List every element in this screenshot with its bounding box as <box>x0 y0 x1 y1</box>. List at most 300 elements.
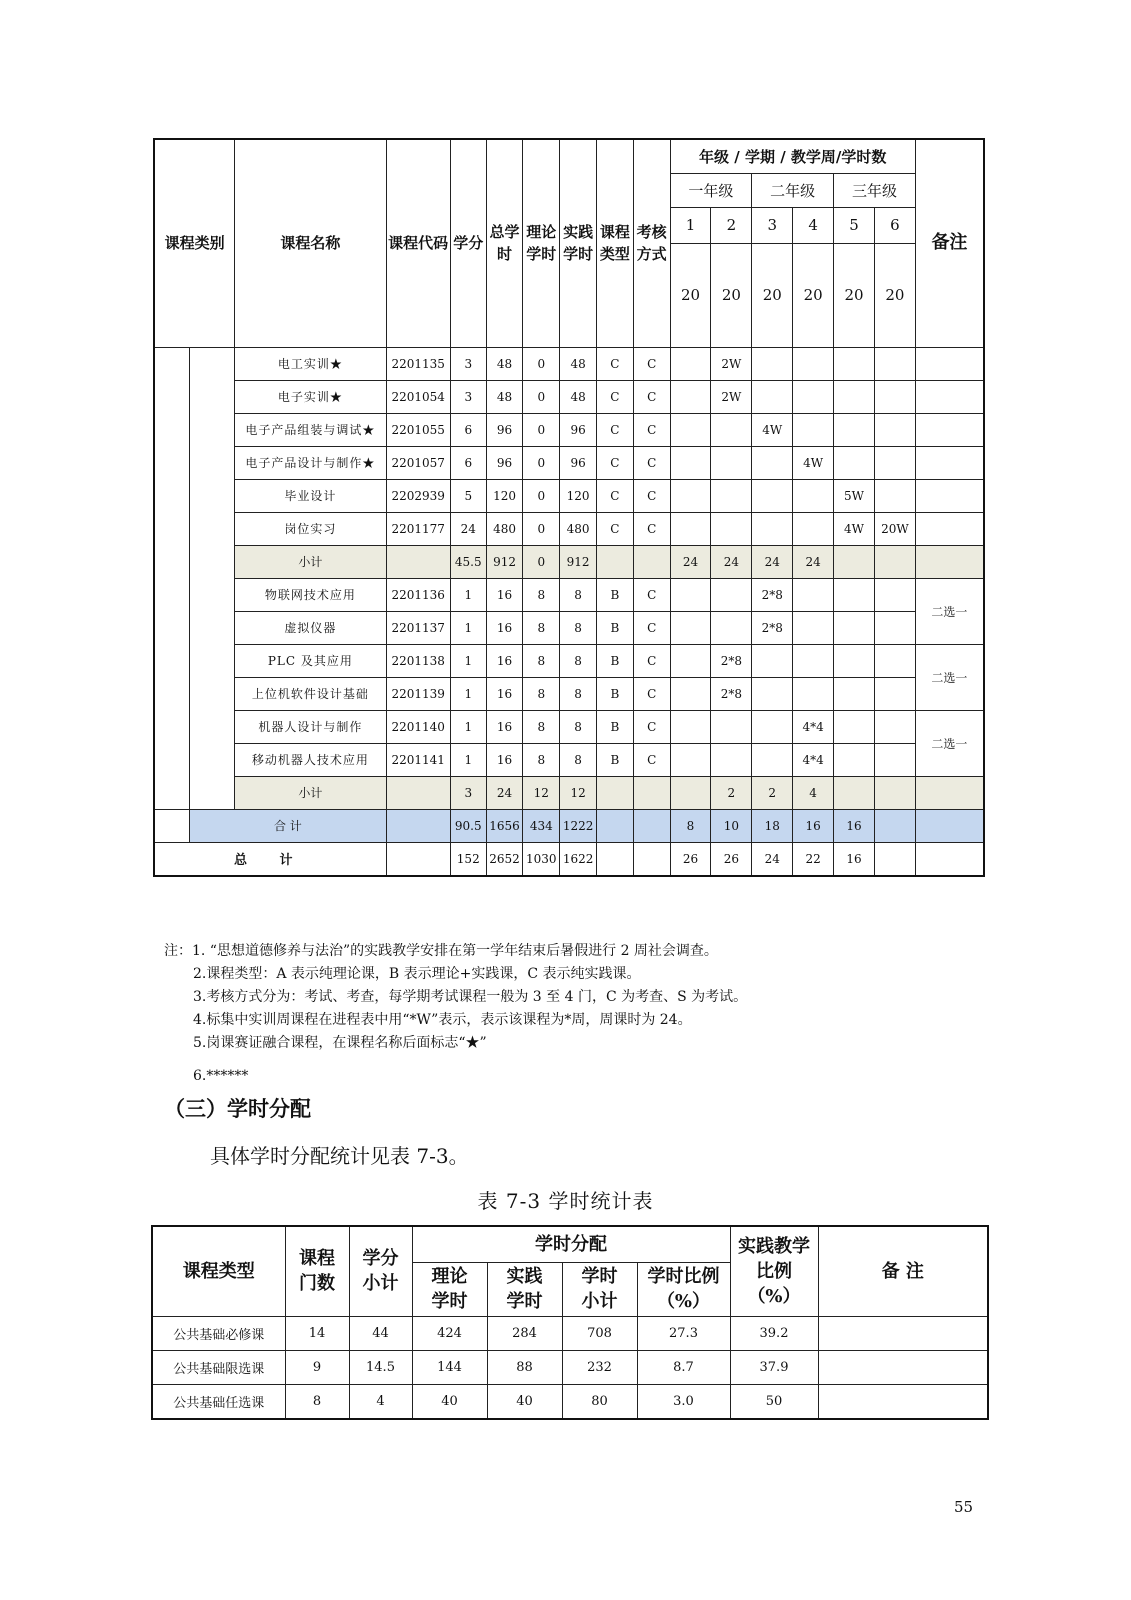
course-credit: 1 <box>450 710 486 743</box>
category-cell <box>190 611 235 644</box>
header-grade-2: 二年级 <box>752 173 834 207</box>
table-caption: 表 7-3 学时统计表 <box>477 1189 654 1213</box>
course-total: 16 <box>486 743 523 776</box>
course-code: 2201136 <box>386 578 450 611</box>
course-practice: 8 <box>560 578 597 611</box>
semester-cell <box>834 776 875 809</box>
category-cell <box>190 776 235 809</box>
course-theory: 8 <box>523 677 560 710</box>
category-cell <box>190 578 235 611</box>
course-name: 移动机器人技术应用 <box>235 743 386 776</box>
header-theory-hours: 理论学时 <box>523 139 560 347</box>
t2-header-remark: 备 注 <box>818 1226 988 1316</box>
course-theory: 0 <box>523 512 560 545</box>
t2-header-ratio: 学时比例（%） <box>637 1262 730 1316</box>
semester-cell <box>874 611 915 644</box>
category-cell <box>154 479 190 512</box>
type-cell <box>596 545 633 578</box>
remark-cell <box>915 479 984 512</box>
course-schedule-table <box>153 138 985 877</box>
header-weeks: 20 <box>793 243 834 347</box>
header-weeks: 20 <box>670 243 711 347</box>
total-label: 合 计 <box>190 809 386 842</box>
semester-cell <box>834 710 875 743</box>
course-type: C <box>596 380 633 413</box>
semester-cell <box>834 545 875 578</box>
semester-cell <box>670 644 711 677</box>
course-total: 480 <box>486 512 523 545</box>
course-credit: 1 <box>450 578 486 611</box>
semester-cell: 2W <box>711 347 752 380</box>
course-total: 48 <box>486 380 523 413</box>
semester-cell: 4W <box>834 512 875 545</box>
semester-cell <box>793 347 834 380</box>
semester-cell <box>793 413 834 446</box>
subtotal-row <box>154 809 984 842</box>
course-assess: C <box>633 578 670 611</box>
course-practice: 8 <box>560 677 597 710</box>
category-cell <box>154 611 190 644</box>
semester-cell <box>670 446 711 479</box>
category-cell <box>190 479 235 512</box>
course-name: 虚拟仪器 <box>235 611 386 644</box>
cell-type: 公共基础任选课 <box>152 1384 285 1419</box>
semester-cell <box>711 512 752 545</box>
category-cell <box>154 446 190 479</box>
semester-cell: 24 <box>793 545 834 578</box>
course-code: 2201141 <box>386 743 450 776</box>
page-number: 55 <box>954 1498 974 1516</box>
category-cell <box>154 677 190 710</box>
course-name: 电子产品设计与制作★ <box>235 446 386 479</box>
course-credit: 1 <box>450 644 486 677</box>
remark-cell <box>915 842 984 876</box>
course-type: C <box>596 446 633 479</box>
cell-theory: 40 <box>412 1384 487 1419</box>
remark-cell <box>915 809 984 842</box>
total-theory: 12 <box>523 776 560 809</box>
course-code: 2201177 <box>386 512 450 545</box>
semester-cell <box>711 446 752 479</box>
course-code: 2201135 <box>386 347 450 380</box>
course-name: 电子产品组装与调试★ <box>235 413 386 446</box>
course-credit: 3 <box>450 347 486 380</box>
semester-cell: 16 <box>834 809 875 842</box>
remark-cell <box>915 545 984 578</box>
category-cell <box>154 347 190 380</box>
notes <box>164 940 747 1088</box>
semester-cell <box>752 743 793 776</box>
cell-practice-ratio: 39.2 <box>730 1316 818 1350</box>
t2-header-theory: 理论学时 <box>412 1262 487 1316</box>
table-row <box>154 743 984 776</box>
semester-cell <box>793 578 834 611</box>
total-practice: 912 <box>560 545 597 578</box>
grand-total-row <box>154 842 984 876</box>
semester-cell <box>670 776 711 809</box>
semester-cell <box>834 446 875 479</box>
semester-cell <box>670 578 711 611</box>
semester-cell <box>834 677 875 710</box>
header-assessment: 考核方式 <box>633 139 670 347</box>
course-total: 16 <box>486 611 523 644</box>
table-row <box>152 1316 988 1350</box>
course-theory: 8 <box>523 578 560 611</box>
category-cell <box>190 380 235 413</box>
semester-cell <box>793 512 834 545</box>
course-practice: 8 <box>560 743 597 776</box>
semester-cell <box>752 479 793 512</box>
subtotal-label: 小计 <box>235 776 386 809</box>
course-name: 电子实训★ <box>235 380 386 413</box>
semester-cell: 5W <box>834 479 875 512</box>
header-remark: 备注 <box>915 139 984 347</box>
total-credit: 3 <box>450 776 486 809</box>
course-practice: 8 <box>560 710 597 743</box>
course-code: 2201139 <box>386 677 450 710</box>
semester-cell: 2 <box>752 776 793 809</box>
table-row <box>154 644 984 677</box>
course-assess: C <box>633 479 670 512</box>
semester-cell: 2*8 <box>752 611 793 644</box>
table-row <box>154 413 984 446</box>
note-5: 5.岗课赛证融合课程，在课程名称后面标志“★” <box>193 1035 487 1051</box>
semester-cell: 10 <box>711 809 752 842</box>
subtotal-label: 小计 <box>235 545 386 578</box>
semester-cell <box>793 644 834 677</box>
cell-ratio: 3.0 <box>637 1384 730 1419</box>
semester-cell <box>874 446 915 479</box>
header-grade-1: 一年级 <box>670 173 752 207</box>
grand-practice: 1622 <box>560 842 597 876</box>
course-type: C <box>596 479 633 512</box>
course-type: B <box>596 743 633 776</box>
category-cell <box>154 380 190 413</box>
elective-remark: 二选一 <box>915 710 984 776</box>
course-name: 电工实训★ <box>235 347 386 380</box>
semester-cell: 4*4 <box>793 743 834 776</box>
cell-count: 8 <box>285 1384 349 1419</box>
t2-header-count: 课程门数 <box>285 1226 349 1316</box>
t2-header-allocation: 学时分配 <box>412 1226 730 1262</box>
code-cell <box>386 776 450 809</box>
course-credit: 1 <box>450 743 486 776</box>
cell-type: 公共基础限选课 <box>152 1350 285 1384</box>
semester-cell: 4W <box>752 413 793 446</box>
course-type: C <box>596 347 633 380</box>
semester-cell <box>752 677 793 710</box>
semester-cell <box>834 578 875 611</box>
semester-cell: 24 <box>752 842 793 876</box>
cell-ratio: 27.3 <box>637 1316 730 1350</box>
header-grade-semester: 年级 / 学期 / 教学周/学时数 <box>670 139 915 173</box>
semester-cell: 2 <box>711 776 752 809</box>
cell-practice: 40 <box>487 1384 562 1419</box>
semester-cell <box>874 413 915 446</box>
semester-cell: 2*8 <box>752 578 793 611</box>
course-code: 2201055 <box>386 413 450 446</box>
semester-cell <box>874 776 915 809</box>
category-cell <box>190 446 235 479</box>
total-practice: 1222 <box>560 809 597 842</box>
semester-cell: 4W <box>793 446 834 479</box>
semester-cell <box>874 545 915 578</box>
course-type: C <box>596 512 633 545</box>
header-weeks: 20 <box>874 243 915 347</box>
semester-cell: 24 <box>752 545 793 578</box>
remark-cell <box>915 380 984 413</box>
semester-cell: 24 <box>670 545 711 578</box>
hours-statistics-table <box>151 1225 989 1420</box>
semester-cell <box>670 380 711 413</box>
course-total: 120 <box>486 479 523 512</box>
table-row <box>154 512 984 545</box>
category-cell <box>154 776 190 809</box>
cell-remark <box>818 1350 988 1384</box>
course-credit: 6 <box>450 446 486 479</box>
course-total: 16 <box>486 578 523 611</box>
header-semester: 6 <box>874 207 915 243</box>
course-assess: C <box>633 677 670 710</box>
cell-theory: 424 <box>412 1316 487 1350</box>
course-credit: 1 <box>450 677 486 710</box>
t2-header-practice: 实践学时 <box>487 1262 562 1316</box>
course-practice: 96 <box>560 413 597 446</box>
semester-cell <box>752 380 793 413</box>
course-assess: C <box>633 644 670 677</box>
table-row <box>154 347 984 380</box>
subtotal-row <box>154 545 984 578</box>
subtotal-row <box>154 776 984 809</box>
header-weeks: 20 <box>834 243 875 347</box>
assess-cell <box>633 545 670 578</box>
category-cell <box>190 512 235 545</box>
grand-credit: 152 <box>450 842 486 876</box>
cell-remark <box>818 1384 988 1419</box>
semester-cell: 2*8 <box>711 677 752 710</box>
remark-cell <box>915 446 984 479</box>
category-cell <box>190 545 235 578</box>
semester-cell <box>711 578 752 611</box>
course-assess: C <box>633 347 670 380</box>
semester-cell <box>834 380 875 413</box>
course-type: B <box>596 611 633 644</box>
semester-cell <box>874 347 915 380</box>
category-cell <box>154 743 190 776</box>
semester-cell: 2*8 <box>711 644 752 677</box>
elective-remark: 二选一 <box>915 578 984 644</box>
category-cell <box>154 710 190 743</box>
semester-cell <box>874 380 915 413</box>
course-total: 96 <box>486 413 523 446</box>
total-total: 912 <box>486 545 523 578</box>
course-assess: C <box>633 710 670 743</box>
cell-practice-ratio: 50 <box>730 1384 818 1419</box>
semester-cell: 4*4 <box>793 710 834 743</box>
semester-cell <box>752 347 793 380</box>
course-name: 物联网技术应用 <box>235 578 386 611</box>
cell-theory: 144 <box>412 1350 487 1384</box>
course-theory: 8 <box>523 644 560 677</box>
course-name: 上位机软件设计基础 <box>235 677 386 710</box>
semester-cell <box>752 710 793 743</box>
header-category: 课程类别 <box>154 139 235 347</box>
course-code: 2202939 <box>386 479 450 512</box>
grand-theory: 1030 <box>523 842 560 876</box>
cell-credit: 14.5 <box>349 1350 412 1384</box>
cell-practice-ratio: 37.9 <box>730 1350 818 1384</box>
category-cell <box>190 644 235 677</box>
course-name: 机器人设计与制作 <box>235 710 386 743</box>
course-theory: 8 <box>523 611 560 644</box>
note-3: 3.考核方式分为：考试、考查，每学期考试课程一般为 3 至 4 门，C 为考查、S 为考试。 <box>193 989 748 1005</box>
course-theory: 0 <box>523 479 560 512</box>
grand-total-label: 总 计 <box>154 842 386 876</box>
header-semester: 5 <box>834 207 875 243</box>
category-cell <box>190 710 235 743</box>
course-name: 毕业设计 <box>235 479 386 512</box>
cell-ratio: 8.7 <box>637 1350 730 1384</box>
header-semester: 2 <box>711 207 752 243</box>
assess-cell <box>633 842 670 876</box>
course-practice: 8 <box>560 611 597 644</box>
type-cell <box>596 809 633 842</box>
course-theory: 8 <box>523 710 560 743</box>
semester-cell: 18 <box>752 809 793 842</box>
total-credit: 90.5 <box>450 809 486 842</box>
total-theory: 434 <box>523 809 560 842</box>
semester-cell <box>670 611 711 644</box>
course-theory: 0 <box>523 413 560 446</box>
semester-cell: 26 <box>670 842 711 876</box>
category-cell <box>190 743 235 776</box>
course-credit: 3 <box>450 380 486 413</box>
semester-cell <box>834 611 875 644</box>
semester-cell <box>752 512 793 545</box>
semester-cell: 16 <box>793 809 834 842</box>
semester-cell <box>711 710 752 743</box>
header-semester: 3 <box>752 207 793 243</box>
semester-cell <box>670 677 711 710</box>
grand-total: 2652 <box>486 842 523 876</box>
note-4: 4.标集中实训周课程在进程表中用“*W”表示，表示该课程为*周，周课时为 24。 <box>193 1012 692 1028</box>
course-type: C <box>596 413 633 446</box>
category-cell <box>190 677 235 710</box>
total-total: 24 <box>486 776 523 809</box>
table-row <box>152 1384 988 1419</box>
header-practice-hours: 实践学时 <box>560 139 597 347</box>
course-type: B <box>596 710 633 743</box>
semester-cell <box>670 413 711 446</box>
category-cell <box>154 413 190 446</box>
semester-cell <box>874 644 915 677</box>
table-row <box>152 1350 988 1384</box>
course-type: B <box>596 677 633 710</box>
semester-cell <box>752 446 793 479</box>
course-code: 2201057 <box>386 446 450 479</box>
section-title: （三）学时分配 <box>164 1097 311 1121</box>
course-assess: C <box>633 413 670 446</box>
category-cell <box>154 644 190 677</box>
paragraph: 具体学时分配统计见表 7-3。 <box>210 1144 469 1168</box>
course-total: 48 <box>486 347 523 380</box>
course-type: B <box>596 644 633 677</box>
semester-cell <box>874 578 915 611</box>
semester-cell <box>874 809 915 842</box>
course-practice: 480 <box>560 512 597 545</box>
code-cell <box>386 809 450 842</box>
course-assess: C <box>633 446 670 479</box>
category-cell <box>190 413 235 446</box>
cell-type: 公共基础必修课 <box>152 1316 285 1350</box>
course-assess: C <box>633 611 670 644</box>
cell-subtotal: 708 <box>562 1316 637 1350</box>
course-total: 16 <box>486 644 523 677</box>
semester-cell <box>711 479 752 512</box>
semester-cell <box>874 710 915 743</box>
cell-practice: 88 <box>487 1350 562 1384</box>
semester-cell <box>793 479 834 512</box>
semester-cell <box>752 644 793 677</box>
cell-credit: 44 <box>349 1316 412 1350</box>
course-practice: 48 <box>560 380 597 413</box>
t2-header-credit: 学分小计 <box>349 1226 412 1316</box>
semester-cell: 2W <box>711 380 752 413</box>
course-theory: 8 <box>523 743 560 776</box>
header-weeks: 20 <box>752 243 793 347</box>
course-assess: C <box>633 743 670 776</box>
semester-cell <box>711 743 752 776</box>
header-credit: 学分 <box>450 139 486 347</box>
table-row <box>154 611 984 644</box>
course-total: 16 <box>486 677 523 710</box>
course-credit: 1 <box>450 611 486 644</box>
semester-cell <box>793 677 834 710</box>
category-cell <box>190 347 235 380</box>
elective-remark: 二选一 <box>915 644 984 710</box>
remark-cell <box>915 776 984 809</box>
course-credit: 24 <box>450 512 486 545</box>
course-practice: 120 <box>560 479 597 512</box>
course-name: PLC 及其应用 <box>235 644 386 677</box>
semester-cell <box>670 743 711 776</box>
cell-subtotal: 232 <box>562 1350 637 1384</box>
course-assess: C <box>633 380 670 413</box>
code-cell <box>386 545 450 578</box>
note-2: 2.课程类型：A 表示纯理论课，B 表示理论+实践课，C 表示纯实践课。 <box>193 966 641 982</box>
course-code: 2201137 <box>386 611 450 644</box>
course-type: B <box>596 578 633 611</box>
header-grade-3: 三年级 <box>834 173 916 207</box>
cell-subtotal: 80 <box>562 1384 637 1419</box>
semester-cell <box>834 743 875 776</box>
semester-cell <box>711 611 752 644</box>
semester-cell <box>670 512 711 545</box>
header-semester: 4 <box>793 207 834 243</box>
remark-cell <box>915 413 984 446</box>
t2-header-type: 课程类型 <box>152 1226 285 1316</box>
course-theory: 0 <box>523 446 560 479</box>
category-cell <box>154 545 190 578</box>
semester-cell: 24 <box>711 545 752 578</box>
header-total-hours: 总学时 <box>486 139 523 347</box>
total-credit: 45.5 <box>450 545 486 578</box>
semester-cell <box>874 479 915 512</box>
header-semester: 1 <box>670 207 711 243</box>
semester-cell <box>793 611 834 644</box>
cell-remark <box>818 1316 988 1350</box>
course-theory: 0 <box>523 380 560 413</box>
